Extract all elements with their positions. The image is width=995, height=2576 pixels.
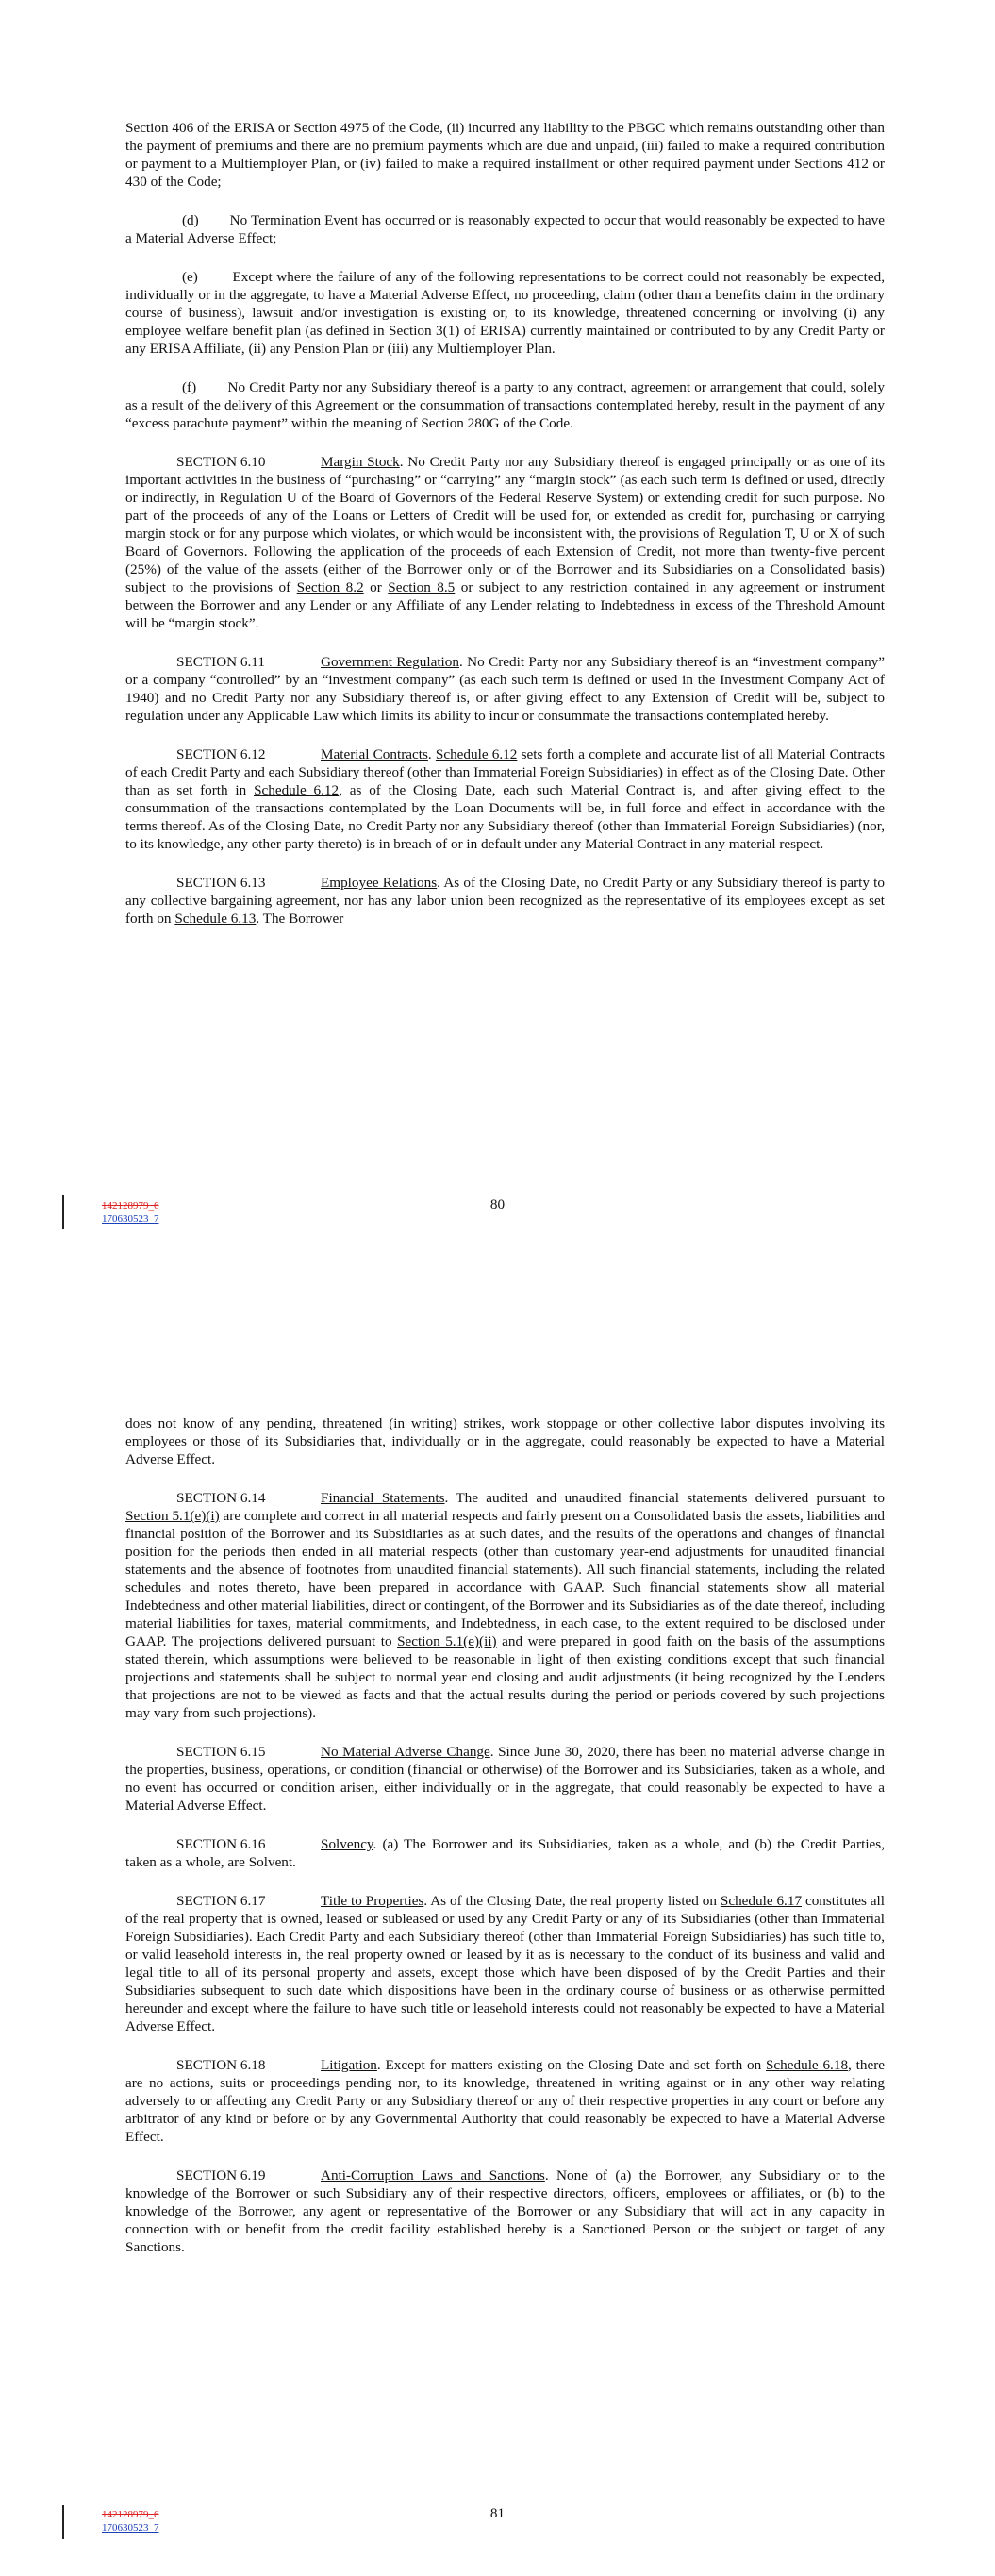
clause-text: No Credit Party nor any Subsidiary thereof is a party to any contract, agreement or arrangement that could, solely as a result of the delivery of this Agreement or the consummation of transactions contemplated hereby, result in the payment of any “excess parachute payment” within the meaning of Section 280G of the Code.: [125, 379, 885, 431]
clause-f: [125, 378, 885, 432]
clause-d: [125, 211, 885, 247]
cross-reference-link[interactable]: Schedule 6.18: [765, 2057, 849, 2073]
cross-reference-link[interactable]: Section 8.2: [296, 579, 364, 595]
page-body: [125, 119, 885, 948]
section-text: or: [363, 579, 389, 595]
change-bar: [62, 2505, 64, 2539]
erisa-continuation-paragraph: Section 406 of the ERISA or Section 4975 of the Code, (ii) incurred any liability to the PBGC which remains outstanding other than the payment of premiums and there are no premium payments which are due and unpaid, (iii) failed to make a required contribution or payment to a Multiemployer Plan, or (iv) failed to make a required installment or other required payment under Sections 412 or 430 of the Code;: [125, 120, 885, 190]
section-title: Solvency: [321, 1836, 373, 1852]
section-6-19: [125, 2166, 885, 2256]
section-text: .: [427, 746, 436, 762]
section-text: . None of (a) the Borrower, any Subsidiary or to the knowledge of the Borrower or such Subsidiary any of their respective directors, officers, employees or affiliates, or (b) to the knowledge of the Borrower, any agent or representative of the Borrower or any Subsidiary that will act in any capacity in connection with or benefit from the credit facility established hereby is a Sanctioned Person or the subject or target of any Sanctions.: [125, 2167, 885, 2255]
section-6-17: [125, 1892, 885, 2035]
section-6-13: [125, 874, 885, 928]
clause-label: (f): [182, 379, 197, 395]
clause-text: Except where the failure of any of the following representations to be correct could not reasonably be expected, individually or in the aggregate, to have a Material Adverse Effect, no proceeding, claim (other than a benefits claim in the ordinary course of business), lawsuit and/or investigation is existing or, to its knowledge, threatened concerning or involving (i) any employee welfare benefit plan (as defined in Section 3(1) of ERISA) currently maintained or contributed to by any Credit Party or any ERISA Affiliate, (ii) any Pension Plan or (iii) any Multiemployer Plan.: [125, 269, 886, 357]
cross-reference-link[interactable]: Schedule 6.17: [720, 1893, 803, 1909]
document-footer: [102, 2508, 159, 2534]
section-title: No Material Adverse Change: [321, 1744, 490, 1760]
section-title: Title to Properties: [321, 1893, 424, 1909]
page-81: [0, 1288, 995, 2576]
page-body: [125, 1414, 885, 2277]
section-6-11: [125, 653, 885, 725]
cross-reference-link[interactable]: Schedule 6.13: [174, 911, 257, 927]
section-text: . No Credit Party nor any Subsidiary thereof is an “investment company” or a company “controlled” by an “investment company” (as each such term is defined or used in the Investment Company Act of 1940) and no Credit Party nor any Subsidiary thereof is, or after giving effect to any Extension of Credit will be, subject to regulation under any Applicable Law which limits its ability to incur or consummate the transactions contemplated hereby.: [125, 654, 885, 724]
employee-relations-continuation: does not know of any pending, threatened (in writing) strikes, work stoppage or other collective labor disputes involving its employees or those of its Subsidiaries that, individually or in the aggregate, could reasonably be expected to have a Material Adverse Effect.: [125, 1415, 885, 1467]
cross-reference-link[interactable]: Section 5.1(e)(i): [125, 1508, 220, 1524]
section-title: Employee Relations: [321, 875, 438, 891]
section-text: . Except for matters existing on the Closing Date and set forth on: [376, 2057, 766, 2073]
section-text: , as of the Closing Date, each such Material Contract is, and after giving effect to the consummation of the transactions contemplated by the Loan Documents will be, in full force and effect in accordance with the terms thereof. As of the Closing Date, no Credit Party nor any Subsidiary thereof (other than Immaterial Foreign Subsidiaries) (nor, to its knowledge, any other party thereto) is in breach of or in default under any Material Contract in any material respect.: [125, 782, 885, 852]
footer-inserted-doc-id: 170630523_7: [102, 2522, 159, 2534]
section-title: Litigation: [321, 2057, 377, 2073]
footer-inserted-doc-id: 170630523_7: [102, 1213, 159, 1225]
footer-deleted-doc-id: 142128979_6: [102, 2509, 159, 2520]
section-text: and were prepared in good faith on the basis of the assumptions stated therein, which assumptions were believed to be reasonable in light of then existing conditions except that such financial projections and statements shall be subject to normal year end closing and audit adjustments (it being recognized by the Lenders that projections are not to be viewed as facts and that the actual results during the period or periods covered by such projections may vary from such projections).: [125, 1633, 885, 1721]
section-text: . As of the Closing Date, no Credit Party or any Subsidiary thereof is party to any collective bargaining agreement, nor has any labor union been recognized as the representative of its employees except as set forth on: [125, 875, 885, 927]
section-number: SECTION 6.15: [176, 1744, 266, 1760]
section-text: . No Credit Party nor any Subsidiary thereof is engaged principally or as one of its important activities in the business of “purchasing” or “carrying” any “margin stock” (as each such term is defined or used, directly or indirectly, in Regulation U of the Board of Governors of the Federal Reserve System) or extending credit for such purpose. No part of the proceeds of any of the Loans or Letters of Credit will be used for, or extended as credit for, purchasing or carrying margin stock or for any purpose which violates, or which would be inconsistent with, the provisions of Regulation T, U or X of such Board of Governors. Following the application of the proceeds of each Extension of Credit, not more than twenty-five percent (25%) of the value of the assets (either of the Borrower only or of the Borrower and its Subsidiaries on a Consolidated basis) subject to the provisions of: [125, 454, 886, 595]
section-text: or subject to any restriction contained in any agreement or instrument between the Borrower and any Lender or any Affiliate of any Lender relating to Indebtedness in excess of the Threshold Amount will be “margin stock”.: [125, 579, 886, 631]
clause-label: (d): [182, 212, 199, 228]
section-number: SECTION 6.14: [176, 1490, 266, 1506]
section-title: Material Contracts: [321, 746, 428, 762]
section-text: sets forth a complete and accurate list of all Material Contracts of each Credit Party and each Subsidiary thereof (other than Immaterial Foreign Subsidiaries) in effect as of the Closing Date. Other than as set forth in: [125, 746, 886, 798]
cross-reference-link[interactable]: Schedule 6.12: [435, 746, 518, 762]
section-number: SECTION 6.10: [176, 454, 266, 470]
section-number: SECTION 6.17: [176, 1893, 266, 1909]
section-6-15: [125, 1743, 885, 1815]
section-number: SECTION 6.18: [176, 2057, 266, 2073]
clause-e: [125, 268, 885, 358]
section-text: constitutes all of the real property that is owned, leased or subleased or used by any Credit Party or any of its Subsidiaries (other than Immaterial Foreign Subsidiaries). Each Credit Party and each Subsidiary thereof (other than Immaterial Foreign Subsidiaries) has such title to, or valid leasehold interests in, the real property owned or leased by it as is necessary to the conduct of its business and valid and legal title to all of its personal property and assets, except those which have been disposed of by the Credit Parties and their Subsidiaries subsequent to such date which dispositions have been in the ordinary course of business or as otherwise permitted hereunder and except where the failure to have such title or leasehold interests could not reasonably be expected to have a Material Adverse Effect.: [125, 1893, 885, 2034]
section-number: SECTION 6.13: [176, 875, 266, 891]
section-text: . The Borrower: [256, 911, 344, 927]
section-text: . Since June 30, 2020, there has been no material adverse change in the properties, business, operations, or condition (financial or otherwise) of the Borrower and its Subsidiaries, taken as a whole, and no event has occurred or condition arisen, either individually or in the aggregate, that could reasonably be expected to have a Material Adverse Effect.: [125, 1744, 885, 1814]
document-footer: [102, 1199, 159, 1226]
page-number: 80: [489, 1196, 506, 1213]
section-title: Margin Stock: [321, 454, 400, 470]
section-6-14: [125, 1489, 885, 1722]
section-6-18: [125, 2056, 885, 2146]
page-number: 81: [489, 2505, 506, 2521]
section-title: Anti-Corruption Laws and Sanctions: [321, 2167, 545, 2183]
section-text: . The audited and unaudited financial statements delivered pursuant to: [444, 1490, 885, 1506]
section-text: are complete and correct in all material respects and fairly present on a Consolidated basis the assets, liabilities and financial position of the Borrower and its Subsidiaries as at such dates, and the results of the operations and changes of financial position for the periods then ended in all material respects (other than customary year-end adjustments for unaudited financial statements and the absence of footnotes from unaudited financial statements). All such financial statements, including the related schedules and notes thereto, have been prepared in accordance with GAAP. Such financial statements show all material Indebtedness and other material liabilities, direct or contingent, of the Borrower and its Subsidiaries as of the date thereof, including material liabilities for taxes, material commitments, and Indebtedness, in each case, to the extent required to be disclosed under GAAP. The projections delivered pursuant to: [125, 1508, 886, 1649]
clause-label: (e): [182, 269, 198, 285]
cross-reference-link[interactable]: Section 5.1(e)(ii): [397, 1633, 497, 1649]
section-6-10: [125, 453, 885, 632]
footer-deleted-doc-id: 142128979_6: [102, 1200, 159, 1212]
section-title: Financial Statements: [321, 1490, 445, 1506]
section-text: . (a) The Borrower and its Subsidiaries, taken as a whole, and (b) the Credit Parties, taken as a whole, are Solvent.: [125, 1836, 885, 1870]
section-number: SECTION 6.16: [176, 1836, 266, 1852]
section-number: SECTION 6.12: [176, 746, 266, 762]
clause-text: No Termination Event has occurred or is reasonably expected to occur that would reasonably be expected to have a Material Adverse Effect;: [125, 212, 886, 246]
section-6-16: [125, 1835, 885, 1871]
section-title: Government Regulation: [321, 654, 459, 670]
cross-reference-link[interactable]: Schedule 6.12: [254, 782, 340, 798]
cross-reference-link[interactable]: Section 8.5: [388, 579, 456, 595]
section-6-12: [125, 745, 885, 853]
section-text: , there are no actions, suits or proceedings pending nor, to its knowledge, threatened in writing against or in any other way relating adversely to or affecting any Credit Party or any Subsidiary thereof or any of their respective properties in any court or before any arbitrator of any kind or before or by any Governmental Authority that could reasonably be expected to have a Material Adverse Effect.: [125, 2057, 885, 2145]
change-bar: [62, 1195, 64, 1229]
section-number: SECTION 6.19: [176, 2167, 266, 2183]
section-number: SECTION 6.11: [176, 654, 265, 670]
section-text: . As of the Closing Date, the real property listed on: [423, 1893, 721, 1909]
